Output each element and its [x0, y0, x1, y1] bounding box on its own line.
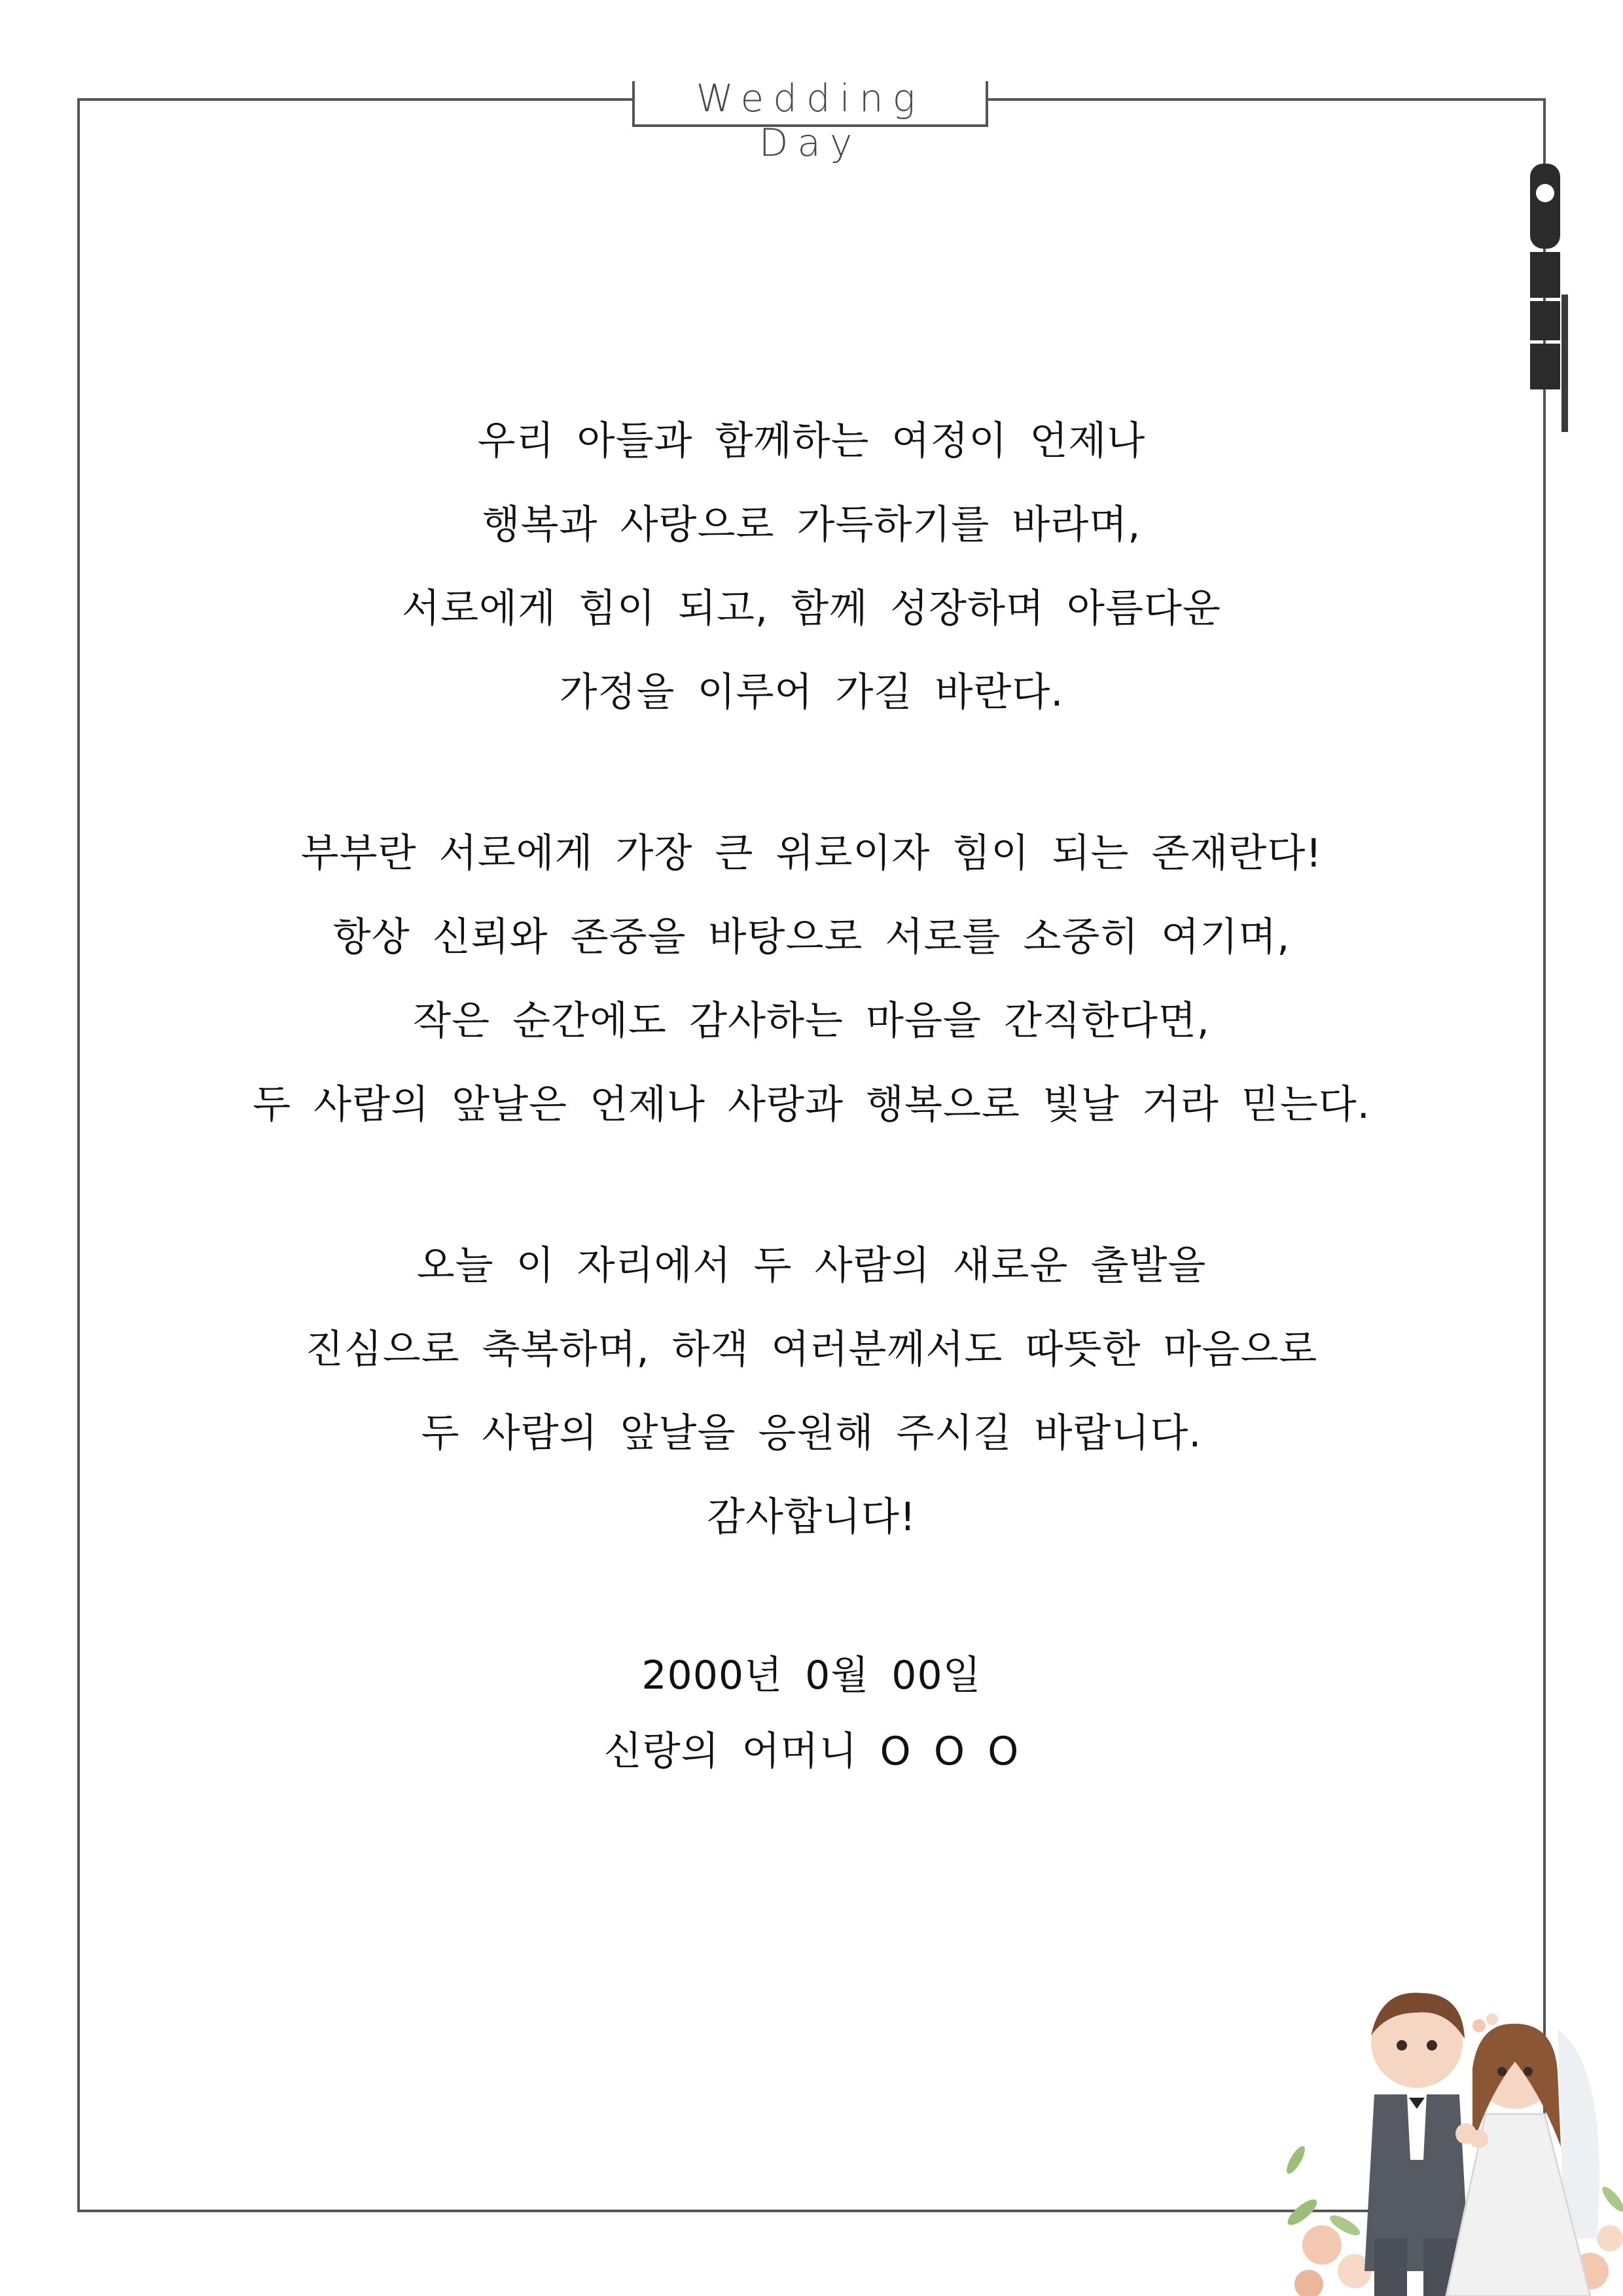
- signature-block: [77, 1638, 1546, 1789]
- paragraph: [77, 399, 1546, 734]
- m2b-logo-icon: [1517, 164, 1576, 432]
- letter-date: 2000년 0월 00일: [641, 1653, 982, 1698]
- letter-line: 두 사람의 앞날을 응원해 주시길 바랍니다.: [421, 1410, 1202, 1456]
- letter-line: 두 사람의 앞날은 언제나 사랑과 행복으로 빛날 거라 믿는다.: [253, 1082, 1370, 1128]
- wedding-couple-illustration: [1283, 1964, 1623, 2296]
- letter-line: 감사합니다!: [707, 1494, 916, 1540]
- letter-line: 오늘 이 자리에서 두 사람의 새로운 출발을: [416, 1243, 1207, 1289]
- letter-line: 항상 신뢰와 존중을 바탕으로 서로를 소중히 여기며,: [332, 914, 1291, 960]
- paragraph: [77, 1224, 1546, 1559]
- title-tab: [632, 76, 988, 165]
- letter-line: 가정을 이루어 가길 바란다.: [559, 670, 1064, 715]
- letter-line: 서로에게 힘이 되고, 함께 성장하며 아름다운: [402, 586, 1221, 632]
- paragraph: [77, 812, 1546, 1147]
- letter-body: [77, 399, 1546, 1789]
- page-title: Wedding Day: [696, 76, 925, 165]
- letter-line: 우리 아들과 함께하는 여정이 언제나: [477, 418, 1146, 464]
- letter-line: 진심으로 축복하며, 하객 여러분께서도 따뜻한 마음으로: [305, 1327, 1318, 1372]
- letter-line: 작은 순간에도 감사하는 마음을 간직한다면,: [413, 998, 1210, 1044]
- letter-line: 행복과 사랑으로 가득하기를 바라며,: [482, 502, 1141, 548]
- signature: 신랑의 어머니 O O O: [603, 1729, 1020, 1774]
- letter-line: 부부란 서로에게 가장 큰 위로이자 힘이 되는 존재란다!: [300, 831, 1323, 876]
